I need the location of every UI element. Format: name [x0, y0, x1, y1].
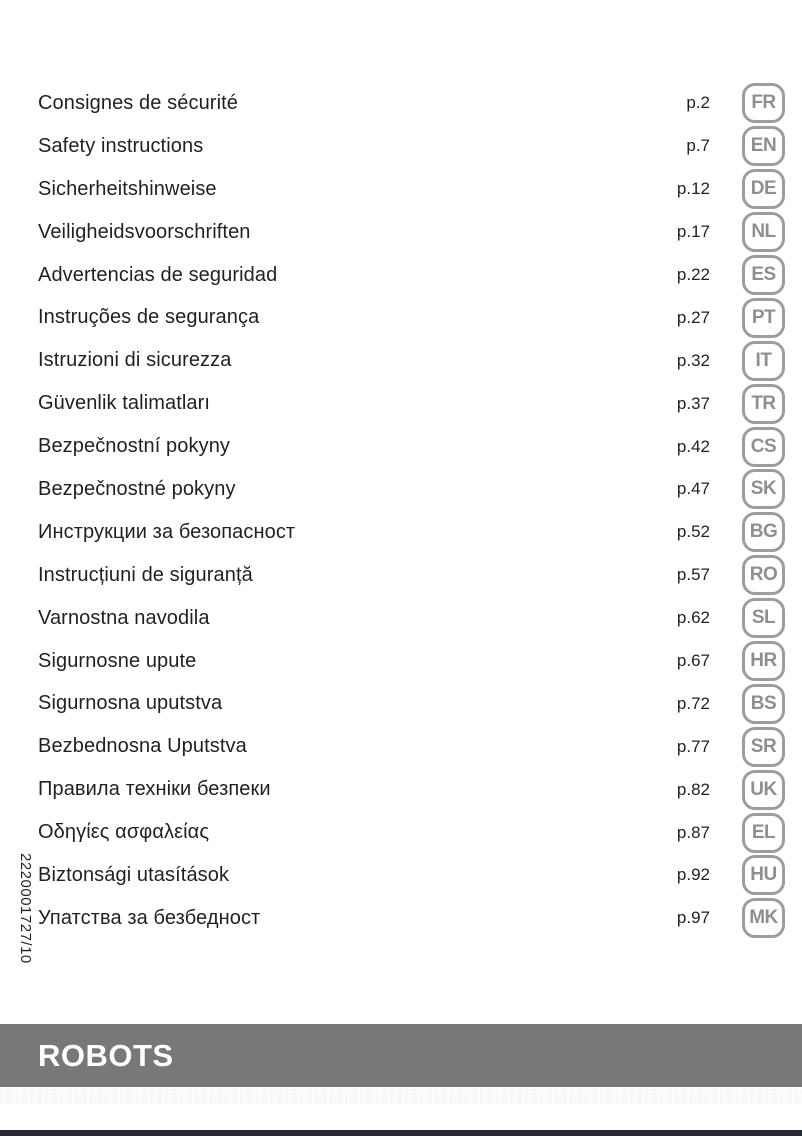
toc-entry-page-number: p.2 — [686, 93, 710, 113]
print-artifact-strip — [0, 1089, 802, 1104]
language-code-badge: SL — [742, 598, 785, 638]
language-code-badge: DE — [742, 169, 785, 209]
toc-entry-title: Οδηγίες ασφαλείας — [38, 821, 210, 844]
language-code-badge: PT — [742, 298, 785, 338]
toc-entry-title: Инструкции за безопасност — [38, 520, 296, 543]
language-code-badge: CS — [742, 427, 785, 467]
toc-row — [0, 168, 802, 211]
toc-entry-title: Bezpečnostní pokyny — [38, 435, 231, 458]
language-code-badge: HU — [742, 855, 785, 895]
toc-row — [0, 468, 802, 511]
toc-row — [0, 897, 802, 940]
toc-row — [0, 211, 802, 254]
toc-entry-title: Sicherheitshinweise — [38, 177, 217, 200]
toc-entry-page-number: p.67 — [676, 651, 710, 671]
toc-entry-title: Bezpečnostné pokyny — [38, 477, 236, 500]
language-code-badge: SR — [742, 727, 785, 767]
toc-entry-title: Sigurnosne upute — [38, 649, 197, 672]
toc-entry-page-number: p.87 — [676, 822, 710, 842]
toc-row — [0, 682, 802, 725]
language-code-badge: RO — [742, 555, 785, 595]
toc-row — [0, 554, 802, 597]
language-code-badge: ES — [742, 255, 785, 295]
language-toc-list — [0, 82, 802, 940]
toc-entry-page-number: p.27 — [676, 307, 710, 327]
toc-row — [0, 511, 802, 554]
language-code-badge: EN — [742, 126, 785, 166]
toc-row — [0, 82, 802, 125]
toc-entry-page-number: p.92 — [676, 865, 710, 885]
toc-entry-title: Advertencias de seguridad — [38, 263, 278, 286]
footer-brand-bar — [0, 1024, 802, 1087]
toc-entry-title: Instrucțiuni de siguranță — [38, 563, 253, 586]
document-reference-code: 2220001727/10 — [17, 853, 34, 964]
toc-row — [0, 125, 802, 168]
toc-entry-title: Bezbednosna Uputstva — [38, 735, 247, 758]
toc-row — [0, 254, 802, 297]
language-code-badge: IT — [742, 341, 785, 381]
page-bottom-edge — [0, 1130, 802, 1136]
toc-entry-page-number: p.32 — [676, 350, 710, 370]
toc-entry-page-number: p.97 — [676, 908, 710, 928]
toc-entry-page-number: p.52 — [676, 522, 710, 542]
toc-entry-page-number: p.57 — [676, 565, 710, 585]
toc-row — [0, 768, 802, 811]
toc-row — [0, 296, 802, 339]
toc-entry-page-number: p.42 — [676, 436, 710, 456]
toc-entry-title: Istruzioni di sicurezza — [38, 349, 232, 372]
toc-entry-page-number: p.12 — [676, 179, 710, 199]
language-code-badge: MK — [742, 898, 785, 938]
toc-entry-title: Упатства за безбедност — [38, 906, 261, 929]
language-code-badge: TR — [742, 384, 785, 424]
toc-entry-page-number: p.22 — [676, 265, 710, 284]
toc-entry-title: Sigurnosna uputstva — [38, 692, 223, 715]
toc-entry-page-number: p.47 — [676, 479, 710, 499]
toc-row — [0, 597, 802, 640]
toc-entry-title: Varnostna navodila — [38, 606, 210, 629]
toc-entry-title: Instruções de segurança — [38, 306, 260, 329]
brand-logo-text: ROBOTS — [38, 1037, 174, 1073]
toc-row — [0, 725, 802, 768]
toc-entry-title: Güvenlik talimatları — [38, 392, 211, 415]
toc-entry-title: Правила техніки безпеки — [38, 778, 271, 801]
language-code-badge: BG — [742, 512, 785, 552]
toc-row — [0, 339, 802, 382]
toc-entry-page-number: p.62 — [676, 608, 710, 628]
language-code-badge: SK — [742, 469, 785, 509]
language-code-badge: NL — [742, 212, 785, 252]
toc-entry-page-number: p.77 — [676, 736, 710, 756]
toc-row — [0, 382, 802, 425]
language-code-badge: EL — [742, 813, 785, 853]
toc-row — [0, 425, 802, 468]
toc-entry-title: Biztonsági utasítások — [38, 863, 230, 886]
toc-entry-title: Safety instructions — [38, 134, 204, 157]
toc-entry-page-number: p.82 — [676, 779, 710, 799]
language-code-badge: FR — [742, 83, 785, 123]
toc-entry-title: Consignes de sécurité — [38, 91, 238, 114]
toc-entry-page-number: p.72 — [676, 693, 710, 713]
toc-row — [0, 640, 802, 683]
language-code-badge: UK — [742, 770, 785, 810]
toc-entry-title: Veiligheidsvoorschriften — [38, 220, 251, 243]
language-code-badge: HR — [742, 641, 785, 681]
toc-row — [0, 811, 802, 854]
language-code-badge: BS — [742, 684, 785, 724]
toc-entry-page-number: p.17 — [676, 222, 710, 242]
toc-row — [0, 854, 802, 897]
toc-entry-page-number: p.7 — [686, 136, 710, 156]
toc-entry-page-number: p.37 — [676, 393, 710, 413]
